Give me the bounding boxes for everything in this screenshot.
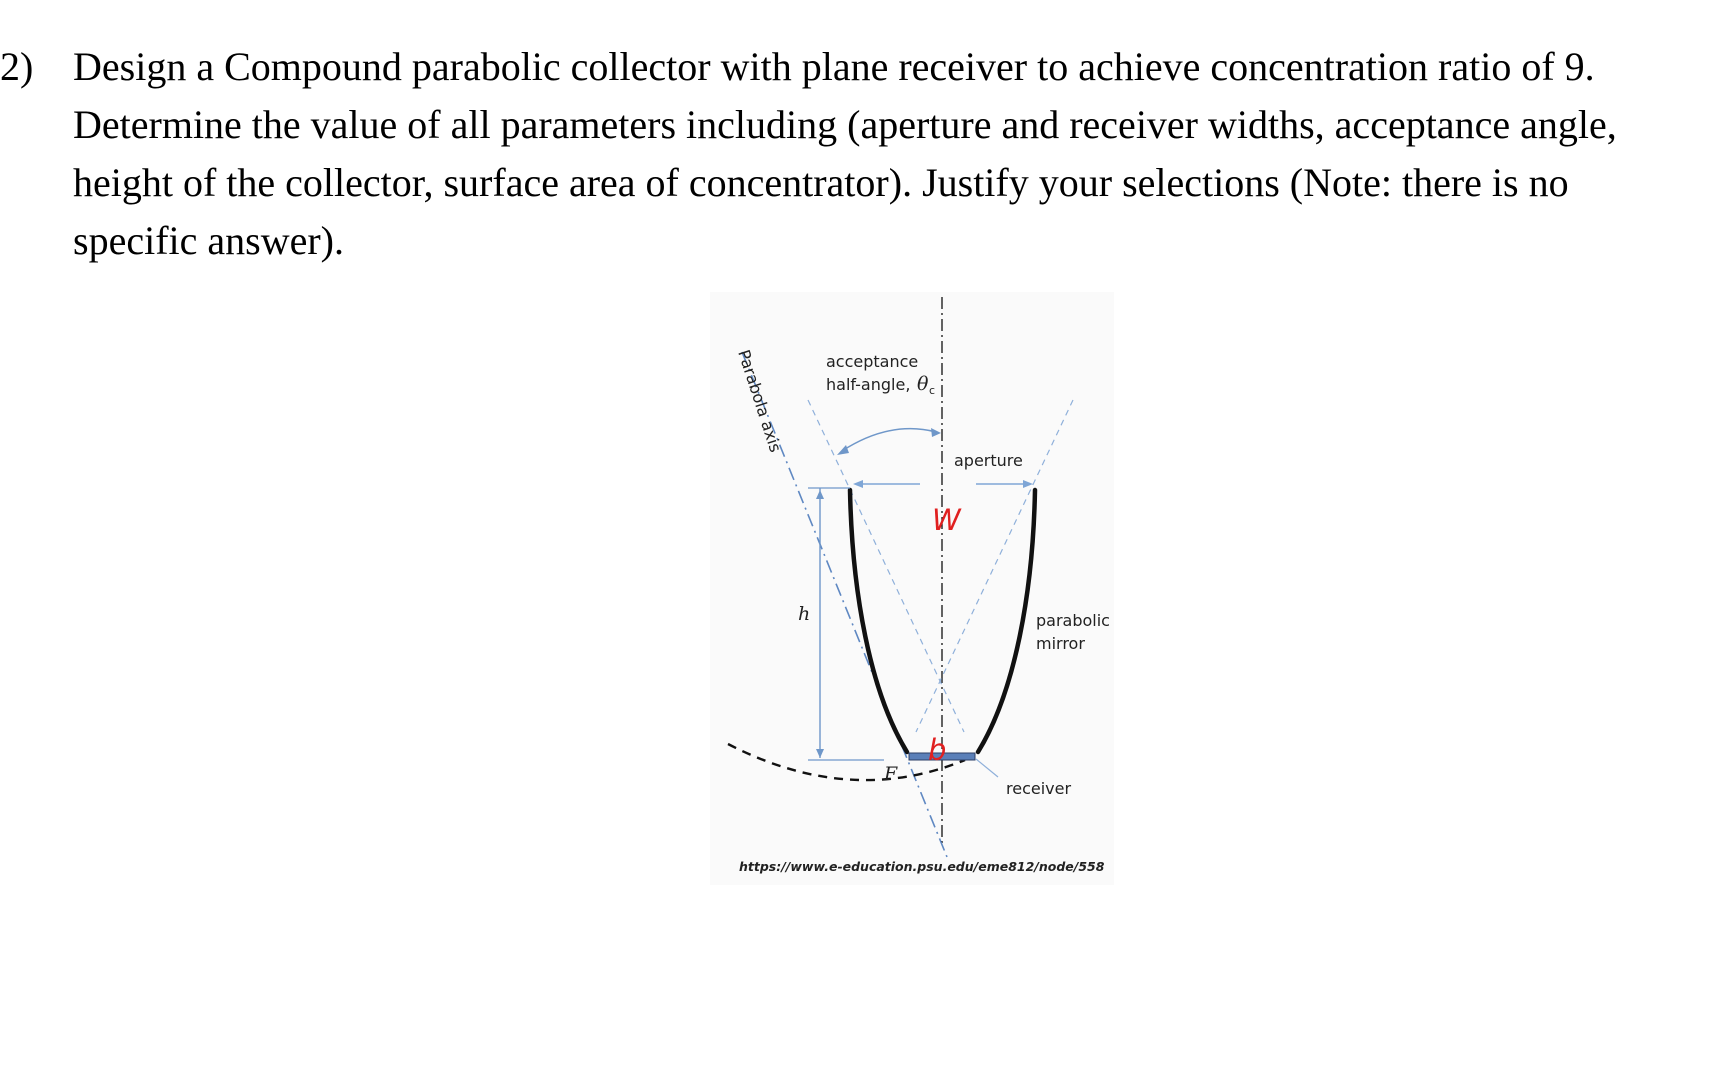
- w-symbol: W: [932, 503, 961, 537]
- acceptance-angle-arc: [842, 429, 936, 451]
- theta-symbol: θ: [917, 373, 929, 395]
- theta-subscript: c: [929, 384, 936, 397]
- question-line-2: Determine the value of all parameters including (aperture and receiver widths, acceptance angle,: [73, 102, 1617, 147]
- question-line-1: Design a Compound parabolic collector with plane receiver to achieve concentration ratio of 9.: [73, 44, 1595, 89]
- acceptance-ray-right: [916, 400, 1073, 732]
- acceptance-label-line1: acceptance: [826, 352, 919, 371]
- aperture-arrowhead-left: [853, 480, 863, 488]
- question-line-3: height of the collector, surface area of concentrator). Justify your selections (Note: there is no: [73, 160, 1569, 205]
- right-parabolic-mirror: [978, 490, 1035, 752]
- acceptance-ray-left: [808, 400, 964, 732]
- h-symbol: h: [798, 603, 811, 625]
- parabola-axis-label: Parabola axis: [734, 347, 786, 455]
- acceptance-arc-arrowhead-left: [837, 445, 849, 455]
- height-arrowhead-top: [816, 490, 824, 499]
- parabolic-mirror-label-line1: parabolic: [1036, 611, 1110, 630]
- receiver-leader-line: [976, 759, 998, 777]
- source-url: https://www.e-education.psu.edu/eme812/node/558: [739, 859, 1105, 874]
- acceptance-label-line2: half-angle,: [826, 375, 911, 394]
- question-number: 2): [0, 44, 34, 89]
- acceptance-arc-arrowhead-right: [931, 428, 941, 437]
- height-arrowhead-bottom: [816, 749, 824, 758]
- question-line-4: specific answer).: [73, 218, 344, 263]
- focus-label: F: [884, 763, 898, 785]
- left-parabolic-mirror: [850, 490, 907, 752]
- aperture-arrowhead-right: [1023, 480, 1033, 488]
- parabolic-mirror-label-line2: mirror: [1036, 634, 1085, 653]
- cpc-diagram: [710, 292, 1114, 885]
- aperture-label: aperture: [954, 451, 1023, 470]
- receiver-label: receiver: [1006, 779, 1072, 798]
- question-text: [73, 38, 1728, 270]
- cpc-diagram-figure: [710, 292, 1114, 885]
- b-symbol: b: [928, 733, 947, 767]
